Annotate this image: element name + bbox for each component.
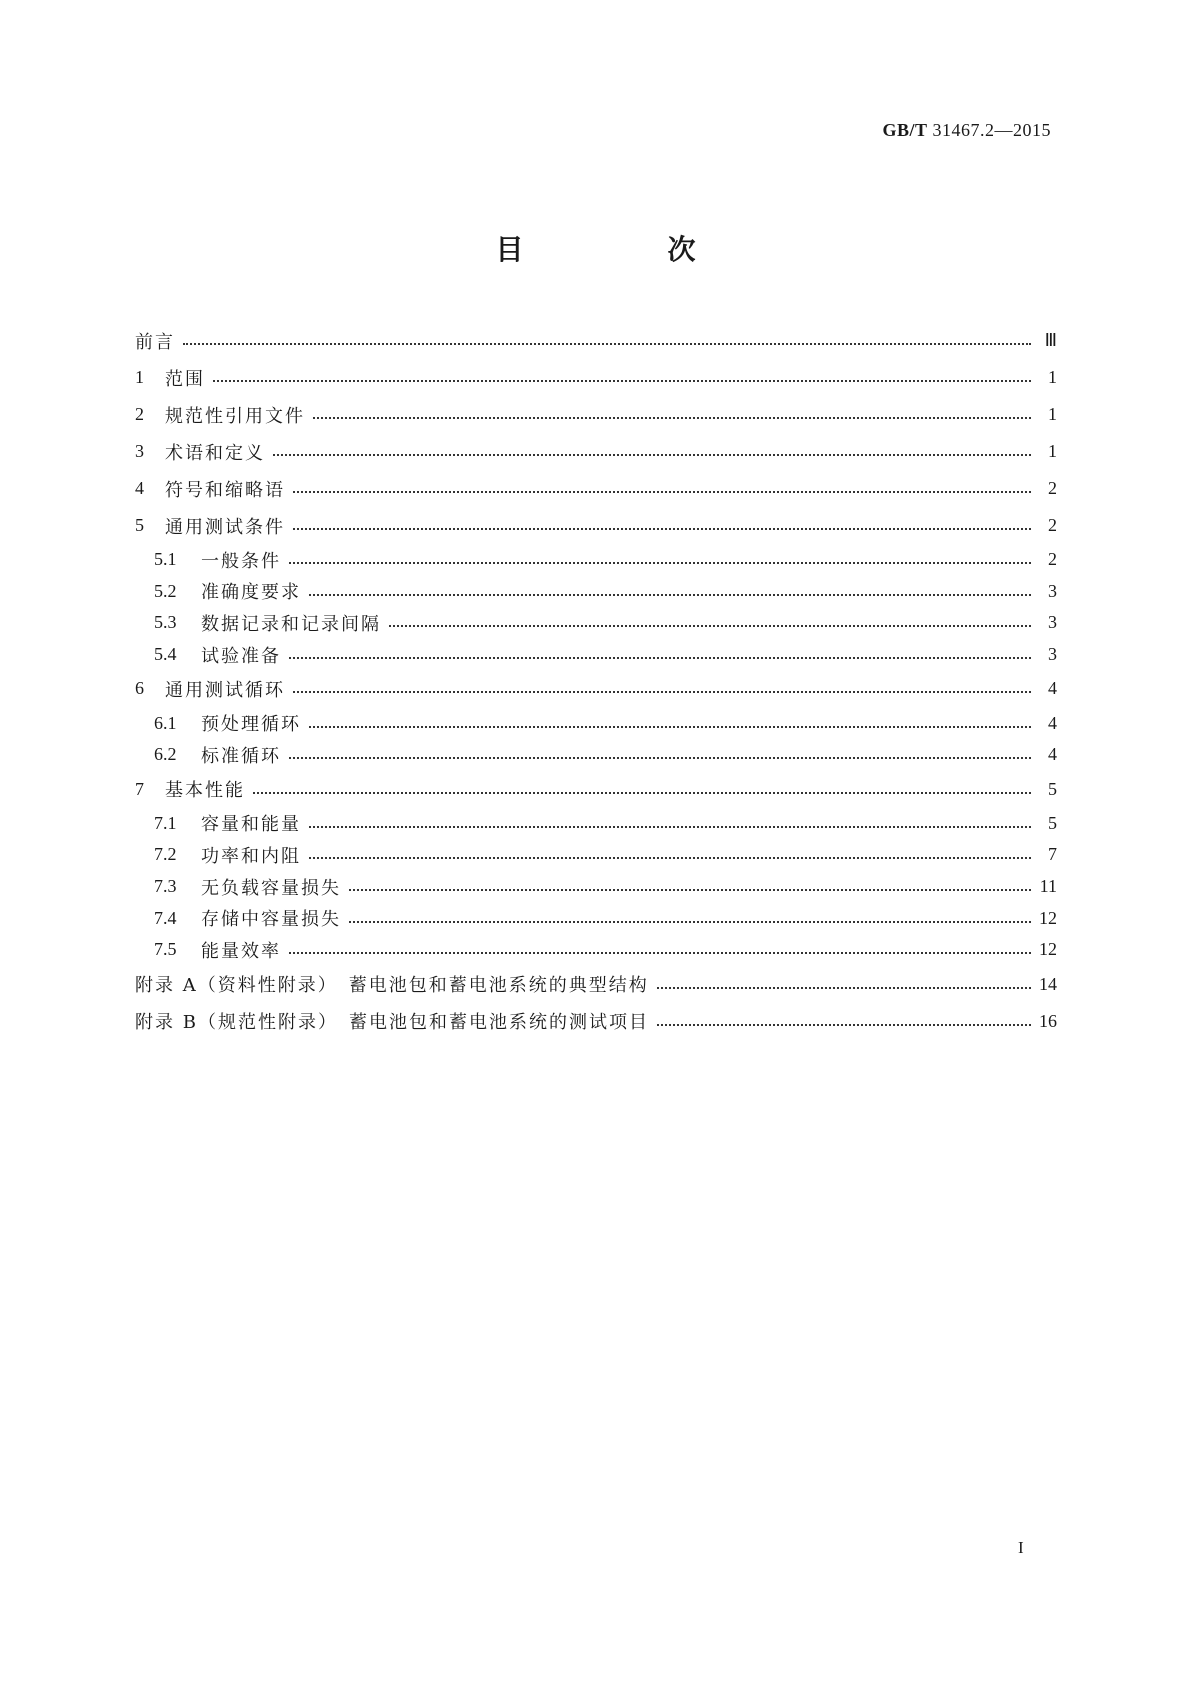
- toc-entry-page: 2: [1048, 478, 1057, 498]
- toc-entry-page: 4: [1048, 712, 1057, 733]
- toc-dot-leader: [213, 379, 1031, 382]
- toc-dot-leader: [253, 791, 1031, 794]
- toc-entry[interactable]: [135, 507, 1057, 544]
- toc-entry-page: 16: [1039, 1010, 1057, 1031]
- toc-entry[interactable]: [135, 839, 1057, 871]
- toc-entry-page: 3: [1048, 644, 1057, 665]
- toc-entry-number: 6.2: [154, 744, 177, 765]
- toc-entry-page: 7: [1048, 844, 1057, 865]
- toc-entry[interactable]: [135, 470, 1057, 507]
- toc-entry-label: 标准循环: [201, 745, 281, 767]
- toc-entry-label: 术语和定义: [165, 442, 265, 464]
- toc-entry-label: 容量和能量: [201, 814, 301, 836]
- toc-entry-label: 符号和缩略语: [165, 479, 285, 501]
- toc-entry[interactable]: [135, 322, 1057, 359]
- toc-dot-leader: [309, 825, 1031, 828]
- toc-entry-number: 5: [135, 515, 144, 535]
- toc-dot-leader: [293, 690, 1031, 693]
- toc-entry-label: 能量效率: [201, 940, 281, 962]
- toc-entry-number: 7.1: [154, 812, 177, 833]
- toc-entry-label: 前言: [135, 331, 175, 353]
- toc-entry-page: 1: [1048, 404, 1057, 424]
- toc-entry-number: 4: [135, 478, 144, 498]
- toc-entry-label: 无负载容量损失: [201, 877, 341, 899]
- toc-entry[interactable]: [135, 607, 1057, 639]
- toc-dot-leader: [289, 756, 1031, 759]
- toc-dot-leader: [389, 624, 1031, 627]
- toc-entry-number: 7.2: [154, 844, 177, 865]
- toc-entry[interactable]: [135, 771, 1057, 808]
- toc-entry-page: 2: [1048, 515, 1057, 535]
- toc-entry[interactable]: [135, 808, 1057, 840]
- toc-entry-label: 数据记录和记录间隔: [201, 613, 381, 635]
- toc-entry[interactable]: [135, 934, 1057, 966]
- toc-dot-leader: [293, 490, 1031, 493]
- toc-entry[interactable]: [135, 576, 1057, 608]
- toc-entry-label: 通用测试循环: [165, 679, 285, 701]
- toc-entry-label: 范围: [165, 368, 205, 390]
- toc-entry-label: 通用测试条件: [165, 516, 285, 538]
- toc-dot-leader: [309, 725, 1031, 728]
- table-of-contents: [135, 322, 1057, 1040]
- toc-entry-number: 7.5: [154, 939, 177, 960]
- toc-entry-page: 12: [1039, 907, 1057, 928]
- toc-entry-number: 6.1: [154, 712, 177, 733]
- toc-entry-page: 11: [1039, 876, 1057, 897]
- toc-entry[interactable]: [135, 707, 1057, 739]
- toc-dot-leader: [349, 888, 1031, 891]
- standard-code-prefix: GB/T: [882, 120, 928, 140]
- toc-dot-leader: [313, 416, 1031, 419]
- toc-entry-number: 7.4: [154, 907, 177, 928]
- standard-code-number: 31467.2—2015: [932, 120, 1051, 140]
- page-number: I: [1018, 1538, 1024, 1557]
- toc-entry[interactable]: [135, 359, 1057, 396]
- toc-dot-leader: [183, 342, 1031, 345]
- toc-entry-label: 试验准备: [201, 645, 281, 667]
- toc-dot-leader: [349, 920, 1031, 923]
- toc-entry[interactable]: [135, 966, 1057, 1003]
- toc-entry-page: 5: [1048, 812, 1057, 833]
- toc-dot-leader: [273, 453, 1031, 456]
- toc-entry-label: 规范性引用文件: [165, 405, 305, 427]
- toc-dot-leader: [293, 527, 1031, 530]
- toc-entry-label: 功率和内阻: [201, 845, 301, 867]
- toc-entry-label: 附录 A（资料性附录） 蓄电池包和蓄电池系统的典型结构: [135, 975, 649, 997]
- toc-entry-page: 14: [1039, 973, 1057, 994]
- toc-entry[interactable]: [135, 544, 1057, 576]
- toc-entry[interactable]: [135, 670, 1057, 707]
- toc-entry-number: 5.2: [154, 580, 177, 601]
- toc-entry-page: 1: [1048, 367, 1057, 387]
- toc-entry-page: 4: [1048, 744, 1057, 765]
- toc-entry[interactable]: [135, 902, 1057, 934]
- toc-entry-label: 准确度要求: [201, 582, 301, 604]
- toc-entry-number: 2: [135, 404, 144, 424]
- toc-entry-label: 存储中容量损失: [201, 909, 341, 931]
- standard-code: [882, 120, 1051, 141]
- toc-entry-label: 预处理循环: [201, 714, 301, 736]
- toc-entry[interactable]: [135, 639, 1057, 671]
- toc-entry-number: 3: [135, 441, 144, 461]
- toc-dot-leader: [289, 951, 1031, 954]
- toc-entry-page: 12: [1039, 939, 1057, 960]
- toc-entry-number: 6: [135, 678, 144, 699]
- toc-title: 目 次: [495, 233, 754, 266]
- toc-entry[interactable]: [135, 396, 1057, 433]
- toc-entry-page: 2: [1048, 549, 1057, 570]
- toc-dot-leader: [657, 986, 1031, 989]
- toc-entry-page: 3: [1048, 612, 1057, 633]
- toc-entry-number: 7: [135, 778, 144, 799]
- toc-dot-leader: [289, 656, 1031, 659]
- toc-entry-page: Ⅲ: [1044, 330, 1057, 350]
- toc-entry-number: 5.3: [154, 612, 177, 633]
- toc-entry-label: 基本性能: [165, 780, 245, 802]
- toc-dot-leader: [657, 1023, 1031, 1026]
- toc-dot-leader: [289, 561, 1031, 564]
- toc-entry[interactable]: [135, 871, 1057, 903]
- toc-dot-leader: [309, 856, 1031, 859]
- toc-entry[interactable]: [135, 433, 1057, 470]
- toc-entry-page: 3: [1048, 580, 1057, 601]
- toc-entry-number: 1: [135, 367, 144, 387]
- toc-entry-number: 5.4: [154, 644, 177, 665]
- toc-entry-number: 5.1: [154, 549, 177, 570]
- toc-entry-number: 7.3: [154, 876, 177, 897]
- toc-entry[interactable]: [135, 739, 1057, 771]
- toc-entry-label: 一般条件: [201, 550, 281, 572]
- toc-dot-leader: [309, 593, 1031, 596]
- toc-entry-page: 1: [1048, 441, 1057, 461]
- toc-entry-page: 5: [1048, 778, 1057, 799]
- toc-entry[interactable]: [135, 1003, 1057, 1040]
- toc-entry-label: 附录 B（规范性附录） 蓄电池包和蓄电池系统的测试项目: [135, 1012, 649, 1034]
- toc-entry-page: 4: [1048, 678, 1057, 699]
